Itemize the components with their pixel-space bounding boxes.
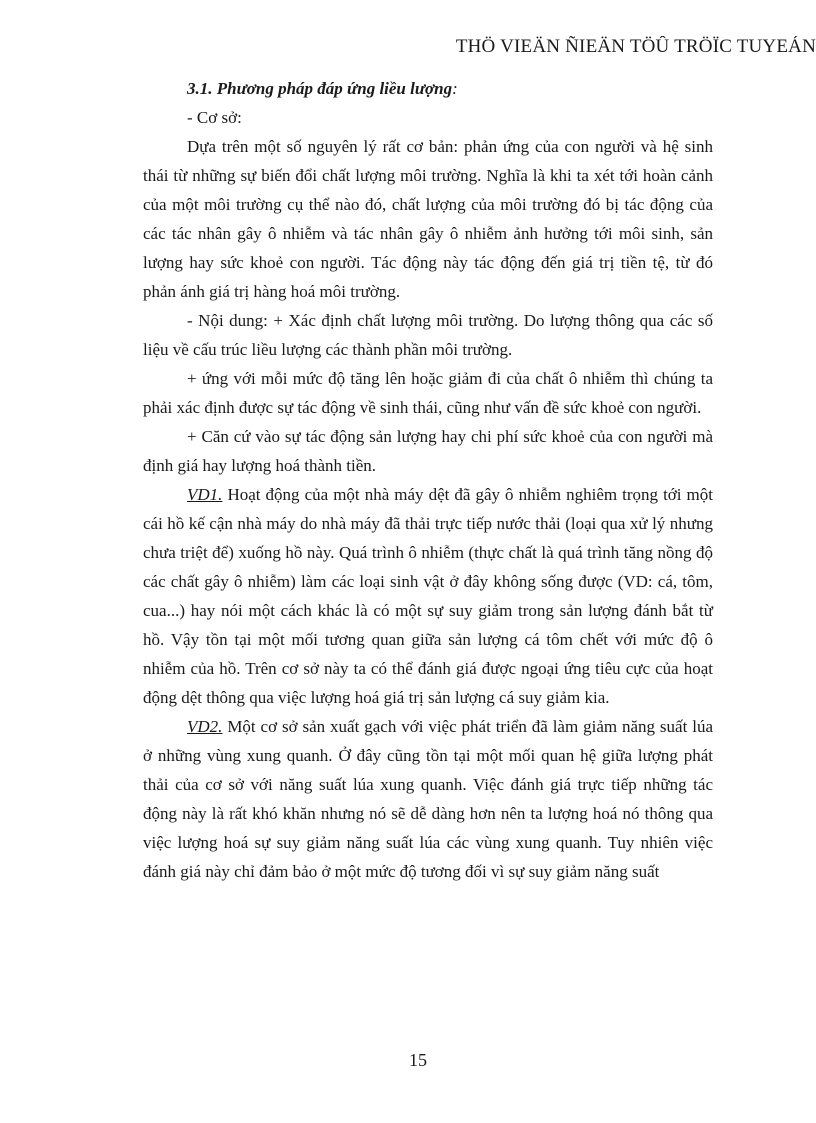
content-paragraph: - Nội dung: + Xác định chất lượng môi trường. Do lượng thông qua các số liệu về cấu trúc liều lượng các thành phần môi trường. <box>143 311 713 359</box>
basis-paragraph: Dựa trên một số nguyên lý rất cơ bản: phản ứng của con người và hệ sinh thái từ những sự biến đổi chất lượng môi trường. Nghĩa là khi ta xét tới hoàn cảnh của một môi trường cụ thể nào đó, chất lượng của môi trường đó bị tác động của các tác nhân gây ô nhiễm và tác nhân gây ô nhiễm ảnh hưởng tới môi sinh, sản lượng hay sức khoẻ con người. Tác động này tác động đến giá trị tiền tệ, từ đó phản ánh giá trị hàng hoá môi trường. <box>143 137 713 301</box>
example-1-label: VD1. <box>187 485 223 504</box>
bullet-paragraph-1: + ứng với mỗi mức độ tăng lên hoặc giảm đi của chất ô nhiễm thì chúng ta phải xác định được sự tác động về sinh thái, cũng như vấn đề sức khoẻ con người. <box>143 369 713 417</box>
section-heading-text: 3.1. Phương pháp đáp ứng liều lượng <box>187 79 453 98</box>
header-title: THÖ VIEÄN ÑIEÄN TÖÛ TRÖÏC TUYEÁN <box>455 36 816 57</box>
section-heading <box>143 74 713 103</box>
example-1-paragraph <box>143 480 713 712</box>
page-body <box>143 74 713 886</box>
basis-label: - Cơ sở: <box>187 108 242 127</box>
page-number-text: 15 <box>409 1050 427 1070</box>
section-heading-colon: : <box>452 79 458 98</box>
example-2-text: Một cơ sở sản xuất gạch với việc phát triển đã làm giảm năng suất lúa ở những vùng xung quanh. Ở đây cũng tồn tại một mối quan hệ giữa lượng phát thải của cơ sở với năng suất lúa xung quanh. Việc đánh giá trực tiếp những tác động này là rất khó khăn nhưng nó sẽ dễ dàng hơn nên ta lượng hoá nó thông qua việc lượng hoá sự suy giảm năng suất lúa các vùng xung quanh. Tuy nhiên việc đánh giá này chỉ đảm bảo ở một mức độ tương đối vì sự suy giảm năng suất <box>143 717 713 881</box>
bullet-paragraph-2: + Căn cứ vào sự tác động sản lượng hay chi phí sức khoẻ của con người mà định giá hay lượng hoá thành tiền. <box>143 427 713 475</box>
page-header <box>376 36 816 58</box>
example-2-paragraph <box>143 712 713 886</box>
example-2-label: VD2. <box>187 717 223 736</box>
example-1-text: Hoạt động của một nhà máy dệt đã gây ô nhiễm nghiêm trọng tới một cái hồ kế cận nhà máy do nhà máy đã thải trực tiếp nước thải (loại qua xử lý nhưng chưa triệt để) xuống hồ này. Quá trình ô nhiễm (thực chất là quá trình tăng nồng độ các chất gây ô nhiễm) làm các loại sinh vật ở đây không sống được (VD: cá, tôm, cua...) hay nói một cách khác là có một sự suy giảm trong sản lượng đánh bắt từ hồ. Vậy tồn tại một mối tương quan giữa sản lượng cá tôm chết với mức độ ô nhiễm của hồ. Trên cơ sở này ta có thể đánh giá được ngoại ứng tiêu cực của hoạt động dệt thông qua việc lượng hoá giá trị sản lượng cá suy giảm kia. <box>143 485 713 707</box>
page-number <box>0 1050 816 1071</box>
